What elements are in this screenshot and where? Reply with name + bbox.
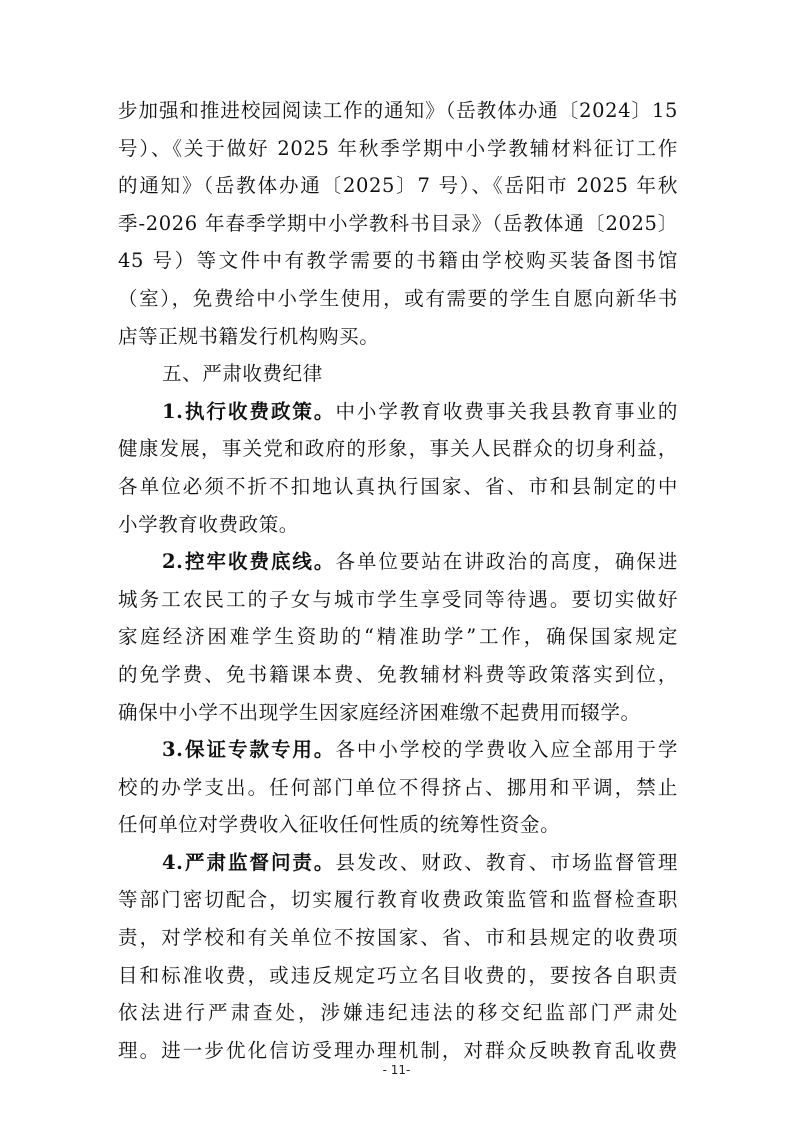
- text-line: 任何单位对学费收入征收任何性质的统筹性资金。: [118, 813, 561, 837]
- text-line: 城务工农民工的子女与城市学生享受同等待遇。要切实做好: [118, 587, 678, 611]
- item-2-title: 2.控牢收费底线。: [162, 550, 336, 574]
- text-line: 店等正规书籍发行机构购买。: [118, 324, 380, 348]
- text-line: 健康发展，事关党和政府的形象，事关人民群众的切身利益，: [118, 437, 678, 461]
- text-line: 校的办学支出。任何部门单位不得挤占、挪用和平调，禁止: [118, 775, 678, 799]
- text-line: 等部门密切配合，切实履行教育收费政策监管和监督检查职: [118, 888, 678, 912]
- item-4-first-text: 县发改、财政、教育、市场监督管理: [335, 850, 678, 874]
- item-2-first-line: [118, 543, 678, 581]
- item-2-first-text: 各单位要站在讲政治的高度，确保进: [335, 550, 678, 574]
- item-3-first-line: [118, 731, 678, 769]
- text-line: 确保中小学不出现学生因家庭经济困难缴不起费用而辍学。: [118, 700, 641, 724]
- text-line: 小学教育收费政策。: [118, 512, 299, 536]
- text-line: 家庭经济困难学生资助的“精准助学”工作，确保国家规定: [118, 625, 678, 649]
- text-line: 45 号）等文件中有教学需要的书籍由学校购买装备图书馆: [118, 249, 678, 273]
- text-line: 依法进行严肃查处，涉嫌违纪违法的移交纪监部门严肃处: [118, 1001, 678, 1025]
- item-3-title: 3.保证专款专用。: [162, 738, 336, 762]
- document-body: [118, 92, 678, 1069]
- page-number: - 11-: [382, 1063, 411, 1077]
- item-1-first-line: [118, 393, 678, 431]
- item-3-first-text: 各中小学校的学费收入应全部用于学: [335, 738, 678, 762]
- text-line: 各单位必须不折不扣地认真执行国家、省、市和县制定的中: [118, 474, 678, 498]
- text-line: 的免学费、免书籍课本费、免教辅材料费等政策落实到位，: [118, 662, 678, 686]
- text-line: 步加强和推进校园阅读工作的通知》（岳教体办通〔2024〕15: [118, 99, 678, 122]
- item-1-first-text: 中小学教育收费事关我县教育事业的: [335, 399, 678, 423]
- item-1-title: 1.执行收费政策。: [162, 399, 336, 423]
- section-heading: 五、严肃收费纪律: [162, 362, 323, 386]
- text-line: 责，对学校和有关单位不按国家、省、市和县规定的收费项: [118, 926, 678, 950]
- text-line: 的通知》（岳教体办通〔2025〕7 号）、《岳阳市 2025 年秋: [118, 174, 678, 198]
- text-line: （室），免费给中小学生使用，或有需要的学生自愿向新华书: [118, 286, 678, 310]
- item-4-title: 4.严肃监督问责。: [162, 850, 336, 874]
- text-line: 理。进一步优化信访受理办理机制，对群众反映教育乱收费: [118, 1038, 678, 1062]
- text-line: 号）、《关于做好 2025 年秋季学期中小学教辅材料征订工作: [118, 136, 678, 160]
- text-line: 季-2026 年春季学期中小学教科书目录》（岳教体通〔2025〕: [118, 211, 678, 235]
- text-line: 目和标准收费，或违反规定巧立名目收费的，要按各自职责: [118, 963, 678, 987]
- item-4-first-line: [118, 844, 678, 882]
